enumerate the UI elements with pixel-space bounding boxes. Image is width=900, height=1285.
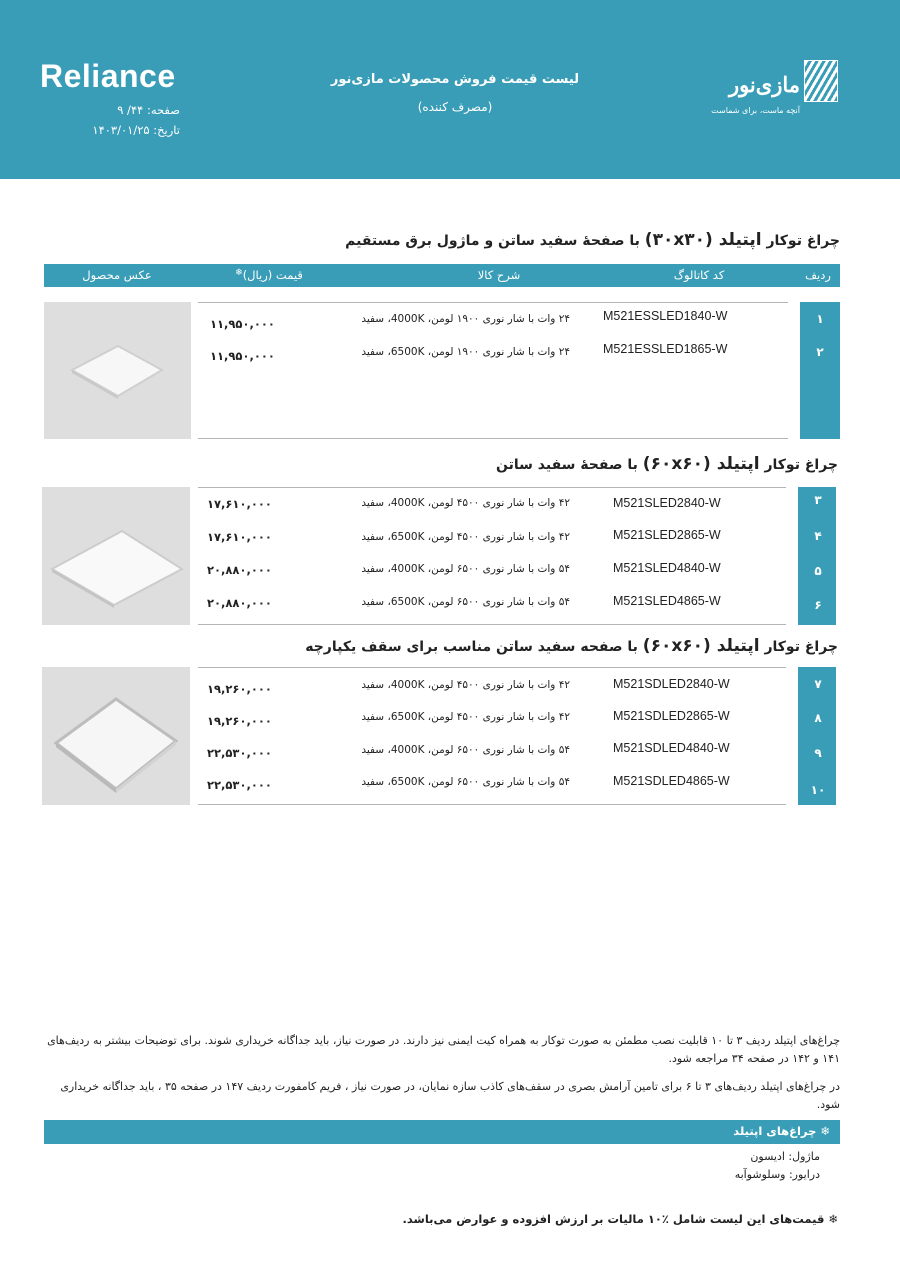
product-photo [44,302,191,439]
panel-light-image [44,302,191,439]
section-title-post: با صفحه سفید ساتن مناسب برای سقف یکپارچه [305,639,638,655]
divider [198,487,786,488]
module-spec: ماژول: ادیسون [750,1150,820,1163]
product-description: ۲۴ وات با شار نوری ۱۹۰۰ لومن، 6500K، سفید [361,346,570,358]
product-price: ۱۱,۹۵۰,۰۰۰ [210,349,275,363]
section-title [330,454,838,474]
product-price: ۲۰,۸۸۰,۰۰۰ [207,596,272,610]
divider [198,804,786,805]
panel-light-image [42,487,190,625]
col-code: کد کاتالوگ [673,268,725,282]
price-list-subtitle: (مصرف کننده) [417,100,493,114]
row-number: ۵ [814,564,822,578]
divider [198,667,786,668]
driver-spec: درایور: وسلوشوآبه [734,1168,820,1181]
catalog-code: M521SDLED2865-W [613,709,730,723]
catalog-code: M521SDLED2840-W [613,677,730,691]
product-price: ۲۰,۸۸۰,۰۰۰ [207,563,272,577]
product-price: ۲۲,۵۳۰,۰۰۰ [207,778,272,792]
row-number: ۱۰ [810,783,826,797]
product-photo [42,487,190,625]
product-description: ۴۲ وات با شار نوری ۴۵۰۰ لومن، 4000K، سفید [361,497,570,509]
product-price: ۱۷,۶۱۰,۰۰۰ [207,530,272,544]
snowflake-icon: ❄ [235,268,243,278]
row-number: ۳ [814,493,822,507]
date-label: تاریخ: ۱۴۰۳/۰۱/۲۵ [92,123,180,137]
product-description: ۴۲ وات با شار نوری ۴۵۰۰ لومن، 4000K، سفید [361,679,570,691]
row-number: ۴ [814,529,822,543]
tax-note: ❄ قیمت‌های این لیست شامل ٪۱۰ مالیات بر ارزش افزوده و عوارض می‌باشد. [402,1212,838,1226]
row-number: ۶ [814,598,822,612]
section-title-model: اپتیلد (۳۰x۳۰) [644,230,762,250]
col-desc: شرح کالا [477,268,521,282]
section-title-pre: چراغ توکار [766,233,840,249]
product-price: ۱۷,۶۱۰,۰۰۰ [207,497,272,511]
company-logo [698,60,840,122]
col-row: ردیف [805,268,831,282]
panel-light-image [42,667,190,805]
note-paragraph: چراغ‌های اپتیلد ردیف ۳ تا ۱۰ قابلیت نصب مطمئن به صورت توکار به همراه کیت ایمنی نیز دارند. در صورت نیاز، باید جداگانه خریداری شوند. برای توضیحات بیشتر به ردیف‌های ۱۴۱ و ۱۴۲ در صفحه ۳۴ مراجعه شود. [47,1034,840,1065]
row-number: ۸ [814,711,822,725]
product-price: ۱۱,۹۵۰,۰۰۰ [210,317,275,331]
row-number: ۹ [814,746,822,760]
divider [198,302,788,303]
footer-bar: ❄ چراغ‌های اپتیلد [44,1120,840,1144]
product-description: ۵۴ وات با شار نوری ۶۵۰۰ لومن، 6500K، سفید [361,776,570,788]
product-description: ۴۲ وات با شار نوری ۴۵۰۰ لومن، 6500K، سفید [361,531,570,543]
page-info [40,100,180,140]
divider [198,438,788,439]
product-description: ۴۲ وات با شار نوری ۴۵۰۰ لومن، 6500K، سفید [361,711,570,723]
section-title-model: اپتیلد (۶۰x۶۰) [642,454,760,474]
product-price: ۲۲,۵۳۰,۰۰۰ [207,746,272,760]
product-description: ۵۴ وات با شار نوری ۶۵۰۰ لومن، 6500K، سفید [361,596,570,608]
section-title-model: اپتیلد (۶۰x۶۰) [642,636,760,656]
section-title-post: با صفحهٔ سفید ساتن [496,457,638,473]
catalog-code: M521SLED4865-W [613,594,721,608]
section-title-pre: چراغ توکار [764,457,838,473]
section-title-post: با صفحهٔ سفید ساتن و ماژول برق مستقیم [345,233,640,249]
product-price: ۱۹,۲۶۰,۰۰۰ [207,682,272,696]
row-number: ۷ [814,677,822,691]
logo-tagline: آنچه ماست، برای شماست [711,106,800,115]
catalog-code: M521SDLED4865-W [613,774,730,788]
section-title [300,636,838,656]
catalog-code: M521SDLED4840-W [613,741,730,755]
section-title-pre: چراغ توکار [764,639,838,655]
col-photo: عکس محصول [82,268,152,282]
logo-stripes-icon [804,60,838,102]
row-number: ۱ [816,312,824,326]
catalog-code: M521SLED2840-W [613,496,721,510]
logo-wordmark: مازی‌نور [728,72,800,97]
page-number: صفحه: ۴۴/ ۹ [117,103,180,117]
col-price: قیمت (ریال)❄ [235,268,303,282]
catalog-code: M521ESSLED1840-W [603,309,728,323]
row-number: ۲ [816,345,824,359]
product-description: ۵۴ وات با شار نوری ۶۵۰۰ لومن، 4000K، سفید [361,744,570,756]
brand-title: Reliance [40,58,176,94]
product-description: ۵۴ وات با شار نوری ۶۵۰۰ لومن، 4000K، سفید [361,563,570,575]
section-title [330,230,840,250]
divider [198,624,786,625]
product-photo [42,667,190,805]
catalog-code: M521ESSLED1865-W [603,342,728,356]
table-header [44,264,840,287]
catalog-code: M521SLED4840-W [613,561,721,575]
product-price: ۱۹,۲۶۰,۰۰۰ [207,714,272,728]
price-list-title: لیست قیمت فروش محصولات مازی‌نور [330,72,580,87]
product-description: ۲۴ وات با شار نوری ۱۹۰۰ لومن، 4000K، سفید [361,313,570,325]
catalog-code: M521SLED2865-W [613,528,721,542]
note-paragraph: در چراغ‌های اپتیلد ردیف‌های ۳ تا ۶ برای تامین آرامش بصری در سقف‌های کاذب سازه نمایان، در صورت نیاز ، فریم کامفورت ردیف ۱۴۷ در صفحه ۳۵ ، باید جداگانه خریداری شود. [60,1080,840,1111]
page-header [0,0,900,179]
